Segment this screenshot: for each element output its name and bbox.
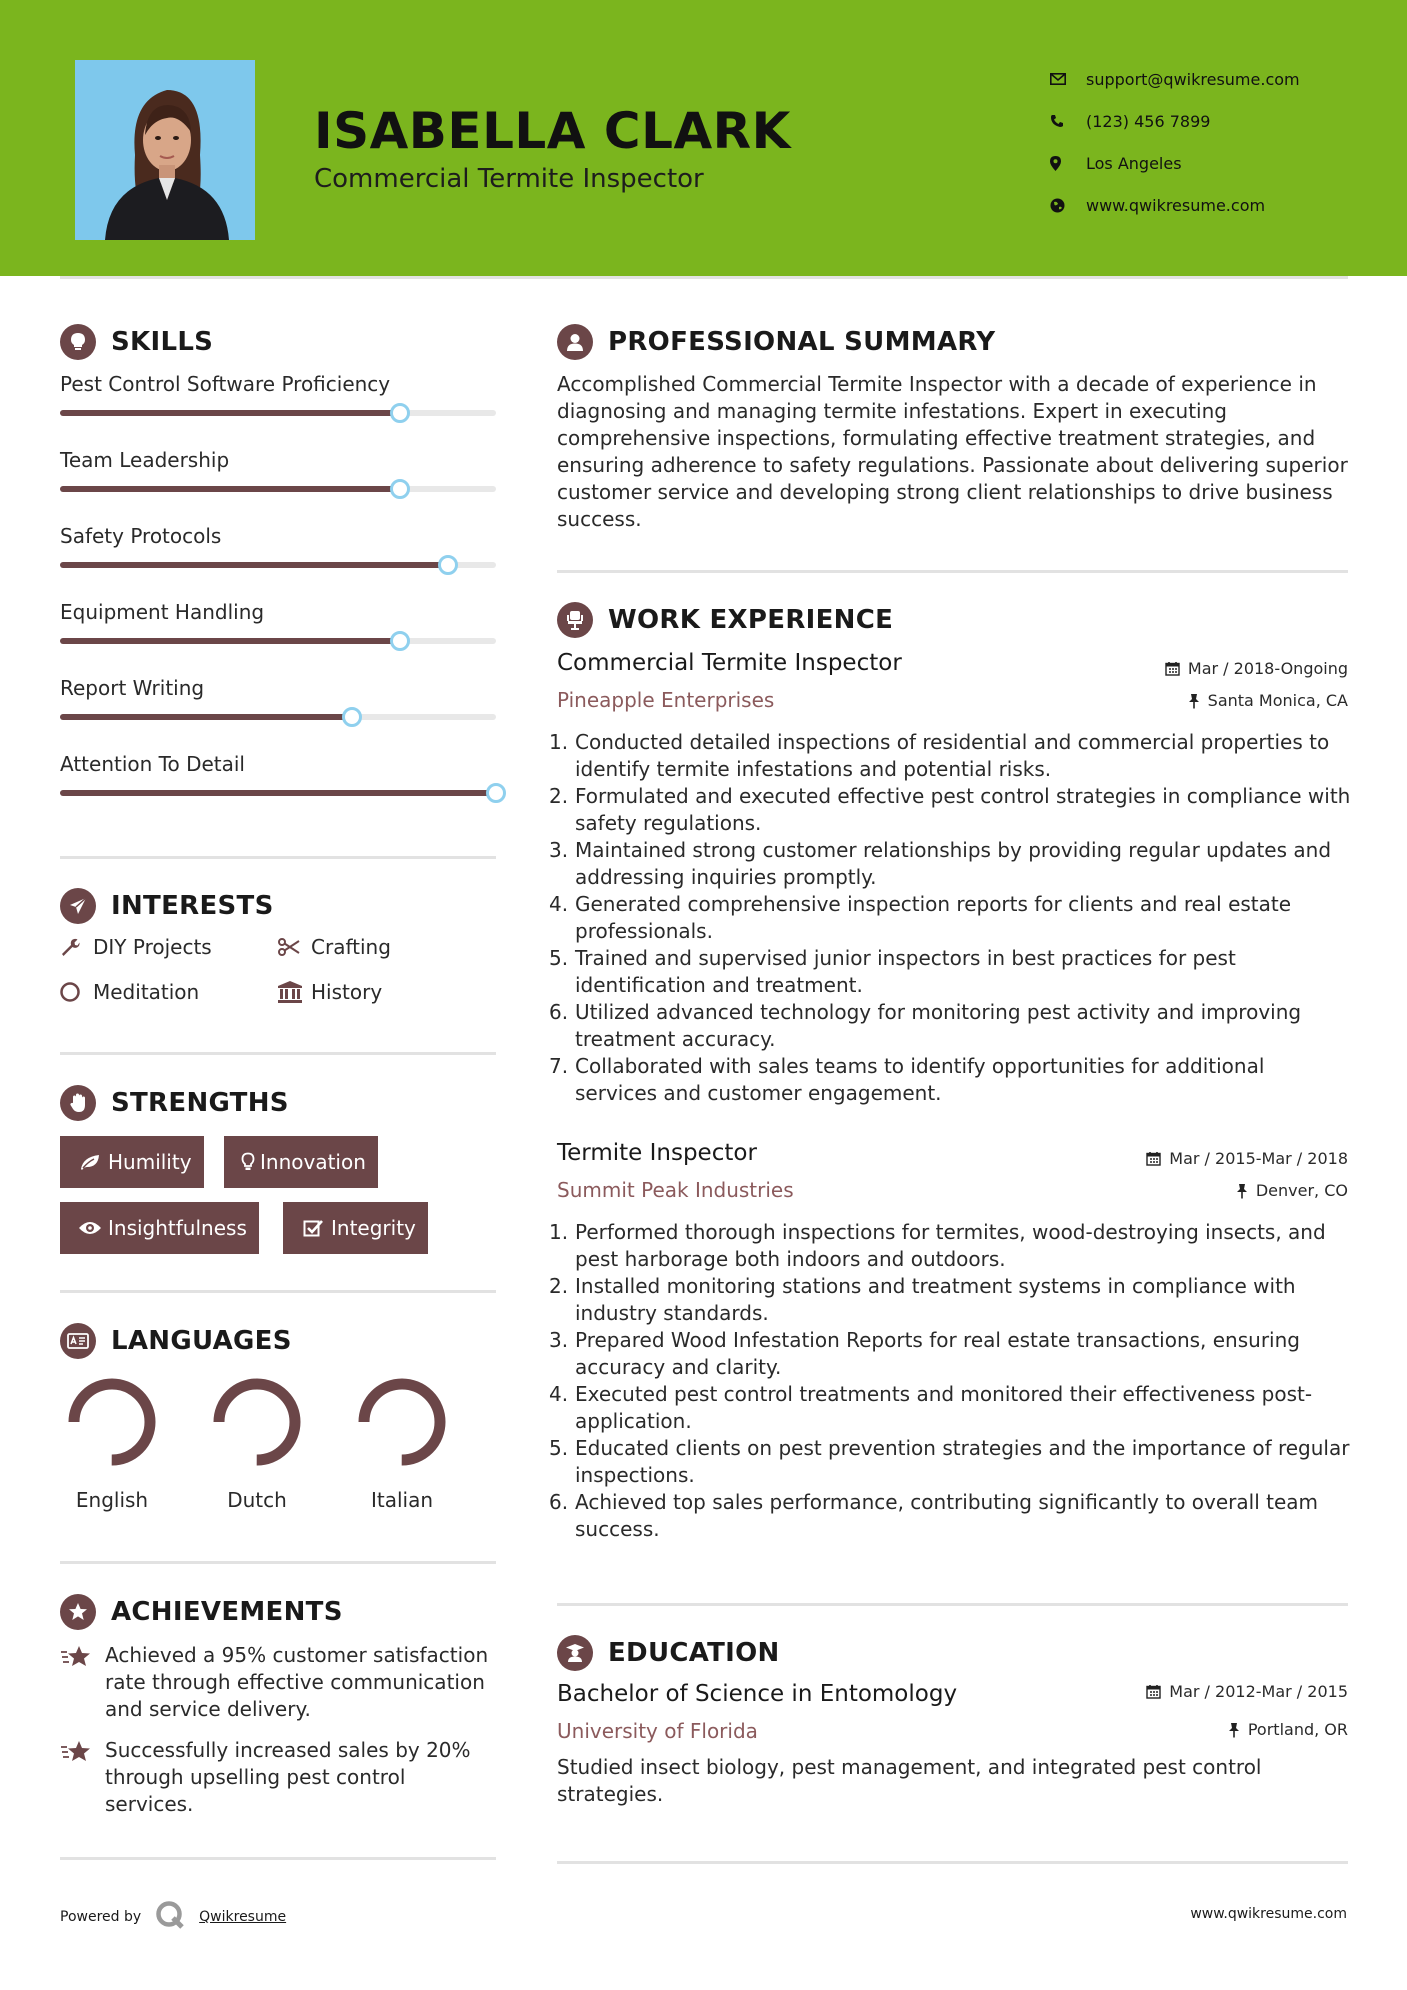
section-divider xyxy=(557,1861,1348,1864)
duty-list xyxy=(549,1219,1352,1543)
hand-icon xyxy=(60,1085,96,1121)
map-marker-icon xyxy=(1050,156,1086,171)
header-banner xyxy=(0,0,1407,276)
skill-item xyxy=(60,524,496,568)
calendar-icon xyxy=(1165,661,1180,676)
qwikresume-link[interactable]: Qwikresume xyxy=(199,1909,287,1925)
contact-email[interactable] xyxy=(1050,58,1300,100)
skills-heading xyxy=(60,324,213,360)
interest-item xyxy=(278,980,382,1004)
duty-item: 1. Performed thorough inspections for termites, wood-destroying insects, and pest harborage both indoors and outdoors. xyxy=(549,1220,1326,1271)
duty-text: Formulated and executed effective pest control strategies in compliance with safety regulations. xyxy=(575,784,1351,835)
chair-icon xyxy=(557,602,593,638)
section-divider xyxy=(557,570,1348,573)
duty-list xyxy=(549,729,1352,1107)
skill-bar xyxy=(60,790,496,796)
profile-photo xyxy=(75,60,255,240)
job-dates-text: Mar / 2018-Ongoing xyxy=(1187,659,1348,678)
language-label: Dutch xyxy=(227,1488,287,1512)
education-dates-text: Mar / 2012-Mar / 2015 xyxy=(1169,1682,1348,1701)
language-ring xyxy=(347,1374,457,1474)
pushpin-icon xyxy=(1188,693,1200,709)
contact-list xyxy=(1050,58,1300,226)
skill-knob xyxy=(438,555,458,575)
duty-item: 7. Collaborated with sales teams to identify opportunities for additional services and customer engagement. xyxy=(549,1054,1265,1105)
company-name: Pineapple Enterprises xyxy=(557,688,775,712)
footer-powered-by xyxy=(60,1900,286,1934)
header-divider xyxy=(60,276,1348,279)
education-dates xyxy=(1146,1682,1348,1701)
skill-item xyxy=(60,676,496,720)
duty-item: 5. Trained and supervised junior inspectors in best practices for pest identification and treatment. xyxy=(549,946,1236,997)
duty-item: 3. Maintained strong customer relationships by providing regular updates and addressing inquiries promptly. xyxy=(549,838,1332,889)
interest-label: Crafting xyxy=(311,935,391,959)
language-label: Italian xyxy=(370,1488,434,1512)
job-dates xyxy=(1146,1149,1348,1168)
education-title: EDUCATION xyxy=(608,1638,780,1668)
strengths-title: STRENGTHS xyxy=(111,1088,289,1118)
skill-label: Team Leadership xyxy=(60,448,230,472)
summary-text: Accomplished Commercial Termite Inspector with a decade of experience in diagnosing and managing termite infestations. Expert in executing comprehensive inspections, formulating effective treatment strategies, and ensuring adherence to safety regulations. Passionate about delivering superior customer service and developing strong client relationships to drive business success. xyxy=(557,372,1348,531)
strength-badge xyxy=(283,1202,428,1254)
language-card-icon xyxy=(60,1323,96,1359)
calendar-icon xyxy=(1146,1684,1161,1699)
section-divider xyxy=(557,1603,1348,1606)
contact-website[interactable] xyxy=(1050,184,1300,226)
language-ring xyxy=(57,1374,167,1474)
languages-heading xyxy=(60,1323,292,1359)
duty-text: Achieved top sales performance, contributing significantly to overall team success. xyxy=(575,1490,1318,1541)
phone-icon xyxy=(1050,114,1086,128)
language-item xyxy=(202,1374,312,1512)
achievement-item xyxy=(60,1737,500,1818)
pushpin-icon xyxy=(1236,1183,1248,1199)
school-name: University of Florida xyxy=(557,1719,758,1743)
education-description: Studied insect biology, pest management, and integrated pest control strategies. xyxy=(557,1755,1262,1806)
language-item xyxy=(57,1374,167,1512)
job-title: Commercial Termite Inspector xyxy=(557,650,902,676)
strength-label: Insightfulness xyxy=(108,1216,247,1240)
skill-bar xyxy=(60,714,496,720)
skill-knob xyxy=(486,783,506,803)
achievement-item xyxy=(60,1642,500,1723)
skill-bar xyxy=(60,638,496,644)
candidate-title: Commercial Termite Inspector xyxy=(314,164,704,194)
qwikresume-logo-icon xyxy=(155,1900,185,1934)
job-location-text: Santa Monica, CA xyxy=(1207,691,1348,710)
duty-text: Trained and supervised junior inspectors in best practices for pest identification and treatment. xyxy=(575,946,1236,997)
duty-text: Conducted detailed inspections of residential and commercial properties to identify termite infestations and potential risks. xyxy=(575,730,1330,781)
experience-title: WORK EXPERIENCE xyxy=(608,605,894,635)
lightbulb-icon xyxy=(60,324,96,360)
envelope-icon xyxy=(1050,73,1086,85)
skill-bar xyxy=(60,410,496,416)
interests-title: INTERESTS xyxy=(111,891,274,921)
skill-label: Pest Control Software Proficiency xyxy=(60,372,391,396)
strength-label: Integrity xyxy=(331,1216,416,1240)
education-heading xyxy=(557,1635,780,1671)
duty-item: 3. Prepared Wood Infestation Reports for real estate transactions, ensuring accuracy and clarity. xyxy=(549,1328,1300,1379)
contact-location xyxy=(1050,142,1300,184)
duty-text: Maintained strong customer relationships by providing regular updates and addressing inquiries promptly. xyxy=(575,838,1332,889)
job-dates-text: Mar / 2015-Mar / 2018 xyxy=(1169,1149,1348,1168)
skill-item xyxy=(60,752,496,796)
job-dates xyxy=(1165,659,1348,678)
skill-item xyxy=(60,600,496,644)
section-divider xyxy=(60,1561,496,1564)
interest-item xyxy=(278,935,391,959)
graduate-icon xyxy=(557,1635,593,1671)
language-ring xyxy=(202,1374,312,1474)
skill-item xyxy=(60,448,496,492)
summary-title: PROFESSIONAL SUMMARY xyxy=(608,327,996,357)
language-label: English xyxy=(75,1488,149,1512)
achievement-text: Successfully increased sales by 20% through upselling pest control services. xyxy=(105,1738,471,1816)
section-divider xyxy=(60,856,496,859)
contact-email-text: support@qwikresume.com xyxy=(1086,69,1300,89)
star-badge-icon xyxy=(60,1594,96,1630)
skill-label: Equipment Handling xyxy=(60,600,265,624)
contact-phone-text: (123) 456 7899 xyxy=(1086,111,1211,131)
star-icon xyxy=(60,1642,105,1723)
bank-icon xyxy=(278,981,311,1003)
skill-label: Report Writing xyxy=(60,676,205,700)
circle-icon xyxy=(60,982,93,1002)
skill-knob xyxy=(342,707,362,727)
lightbulb-icon xyxy=(236,1152,260,1172)
duty-text: Utilized advanced technology for monitoring pest activity and improving treatment accuracy. xyxy=(575,1000,1302,1051)
duty-text: Performed thorough inspections for termites, wood-destroying insects, and pest harborage both indoors and outdoors. xyxy=(575,1220,1326,1271)
summary-heading xyxy=(557,324,995,360)
paper-plane-icon xyxy=(60,888,96,924)
education-location xyxy=(1228,1720,1348,1739)
skill-knob xyxy=(390,631,410,651)
skill-item xyxy=(60,372,496,416)
skill-label: Attention To Detail xyxy=(60,752,245,776)
duty-item: 6. Utilized advanced technology for monitoring pest activity and improving treatment accuracy. xyxy=(549,1000,1302,1051)
degree-title: Bachelor of Science in Entomology xyxy=(557,1681,958,1707)
footer-website[interactable]: www.qwikresume.com xyxy=(1190,1906,1347,1922)
interests-heading xyxy=(60,888,274,924)
experience-heading xyxy=(557,602,893,638)
duty-item: 1. Conducted detailed inspections of residential and commercial properties to identify termite infestations and potential risks. xyxy=(549,730,1330,781)
skill-bar xyxy=(60,486,496,492)
globe-icon xyxy=(1050,198,1086,213)
duty-item: 4. Generated comprehensive inspection reports for clients and real estate professionals. xyxy=(549,892,1292,943)
skill-knob xyxy=(390,479,410,499)
duty-item: 2. Formulated and executed effective pest control strategies in compliance with safety regulations. xyxy=(549,784,1351,835)
skill-label: Safety Protocols xyxy=(60,524,222,548)
duty-item: 2. Installed monitoring stations and treatment systems in compliance with industry standards. xyxy=(549,1274,1296,1325)
duty-text: Executed pest control treatments and monitored their effectiveness post-application. xyxy=(575,1382,1313,1433)
duty-text: Generated comprehensive inspection reports for clients and real estate professionals. xyxy=(575,892,1292,943)
achievements-title: ACHIEVEMENTS xyxy=(111,1597,343,1627)
education-location-text: Portland, OR xyxy=(1247,1720,1348,1739)
strength-badge xyxy=(224,1136,378,1188)
eye-icon xyxy=(72,1220,108,1236)
duty-item: 5. Educated clients on pest prevention strategies and the importance of regular inspections. xyxy=(549,1436,1350,1487)
powered-by-label: Powered by xyxy=(60,1909,142,1925)
wrench-icon xyxy=(60,937,93,957)
skills-title: SKILLS xyxy=(111,327,214,357)
company-name: Summit Peak Industries xyxy=(557,1178,794,1202)
strength-badge xyxy=(60,1202,259,1254)
strength-badge xyxy=(60,1136,204,1188)
interest-label: DIY Projects xyxy=(93,935,212,959)
strengths-heading xyxy=(60,1085,289,1121)
skill-bar xyxy=(60,562,496,568)
contact-location-text: Los Angeles xyxy=(1086,153,1182,173)
duty-text: Installed monitoring stations and treatment systems in compliance with industry standards. xyxy=(575,1274,1296,1325)
strength-label: Innovation xyxy=(260,1150,366,1174)
contact-website-text: www.qwikresume.com xyxy=(1086,195,1266,215)
job-location xyxy=(1188,691,1348,710)
job-location-text: Denver, CO xyxy=(1255,1181,1348,1200)
interest-item xyxy=(60,980,199,1004)
scissors-icon xyxy=(278,938,311,956)
pushpin-icon xyxy=(1228,1722,1240,1738)
user-icon xyxy=(557,324,593,360)
duty-text: Collaborated with sales teams to identify opportunities for additional services and customer engagement. xyxy=(575,1054,1265,1105)
section-divider xyxy=(60,1857,496,1860)
achievements-heading xyxy=(60,1594,343,1630)
calendar-icon xyxy=(1146,1151,1161,1166)
duty-text: Prepared Wood Infestation Reports for real estate transactions, ensuring accuracy and clarity. xyxy=(575,1328,1300,1379)
duty-item: 6. Achieved top sales performance, contributing significantly to overall team success. xyxy=(549,1490,1318,1541)
interest-label: Meditation xyxy=(93,980,200,1004)
job-location xyxy=(1236,1181,1348,1200)
strength-label: Humility xyxy=(108,1150,192,1174)
section-divider xyxy=(60,1290,496,1293)
language-item xyxy=(347,1374,457,1512)
languages-title: LANGUAGES xyxy=(111,1326,292,1356)
skill-knob xyxy=(390,403,410,423)
duty-item: 4. Executed pest control treatments and monitored their effectiveness post-application. xyxy=(549,1382,1313,1433)
candidate-name: ISABELLA CLARK xyxy=(314,102,791,160)
duty-text: Educated clients on pest prevention strategies and the importance of regular inspections. xyxy=(575,1436,1350,1487)
interest-item xyxy=(60,935,212,959)
check-square-icon xyxy=(295,1218,331,1238)
interest-label: History xyxy=(311,980,383,1004)
achievement-text: Achieved a 95% customer satisfaction rate through effective communication and service delivery. xyxy=(105,1643,489,1721)
contact-phone[interactable] xyxy=(1050,100,1300,142)
job-title: Termite Inspector xyxy=(557,1140,757,1166)
star-icon xyxy=(60,1737,105,1818)
section-divider xyxy=(60,1052,496,1055)
leaf-icon xyxy=(72,1153,108,1171)
